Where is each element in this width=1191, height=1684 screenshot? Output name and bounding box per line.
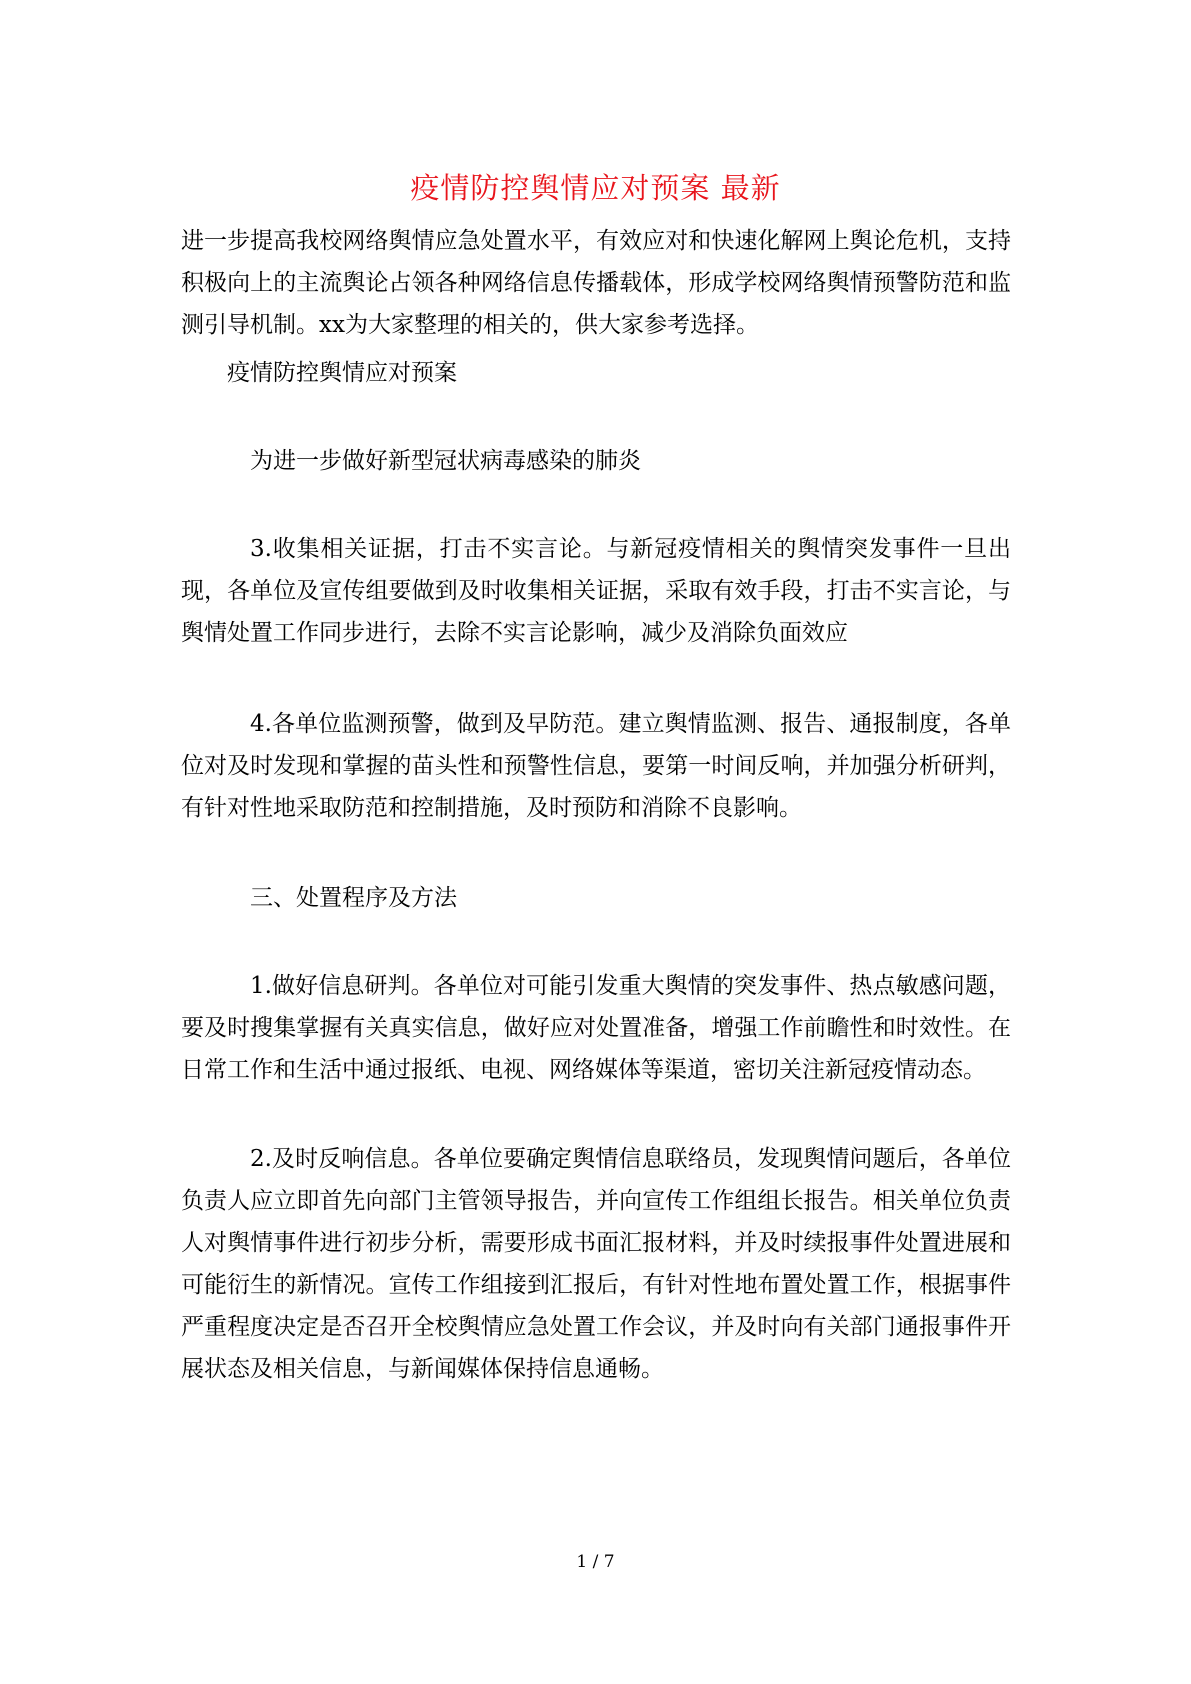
paragraph-intro-fragment: 为进一步做好新型冠状病毒感染的肺炎 [250,448,641,474]
paragraph-item-1: 1.做好信息研判。各单位对可能引发重大舆情的突发事件、热点敏感问题，要及时搜集掌握有关真实信息，做好应对处置准备，增强工作前瞻性和时效性。在日常工作和生活中通过报纸、电视、网络媒体等渠道，密切关注新冠疫情动态。 [181,973,1011,1083]
page-number: 1 / 7 [576,1552,615,1572]
section-heading-three: 三、处置程序及方法 [250,885,457,911]
paragraph-item-3: 3.收集相关证据，打击不实言论。与新冠疫情相关的舆情突发事件一旦出现，各单位及宣传组要做到及时收集相关证据，采取有效手段，打击不实言论，与舆情处置工作同步进行，去除不实言论影响，减少及消除负面效应 [181,536,1011,646]
paragraph-item-2: 2.及时反响信息。各单位要确定舆情信息联络员，发现舆情问题后，各单位负责人应立即首先向部门主管领导报告，并向宣传工作组组长报告。相关单位负责人对舆情事件进行初步分析，需要形成书面汇报材料，并及时续报事件处置进展和可能衍生的新情况。宣传工作组接到汇报后，有针对性地布置处置工作，根据事件严重程度决定是否召开全校舆情应急处置工作会议，并及时向有关部门通报事件开展状态及相关信息，与新闻媒体保持信息通畅。 [181,1146,1011,1382]
paragraph-item-4: 4.各单位监测预警，做到及早防范。建立舆情监测、报告、通报制度，各单位对及时发现和掌握的苗头性和预警性信息，要第一时间反响，并加强分析研判，有针对性地采取防范和控制措施，及时预防和消除不良影响。 [181,711,1011,821]
intro-paragraph: 进一步提高我校网络舆情应急处置水平，有效应对和快速化解网上舆论危机，支持积极向上的主流舆论占领各种网络信息传播载体，形成学校网络舆情预警防范和监测引导机制。xx为大家整理的相关的，供大家参考选择。 [181,228,1011,338]
section-heading-plan: 疫情防控舆情应对预案 [227,360,457,386]
document-title: 疫情防控舆情应对预案 最新 [410,171,781,205]
